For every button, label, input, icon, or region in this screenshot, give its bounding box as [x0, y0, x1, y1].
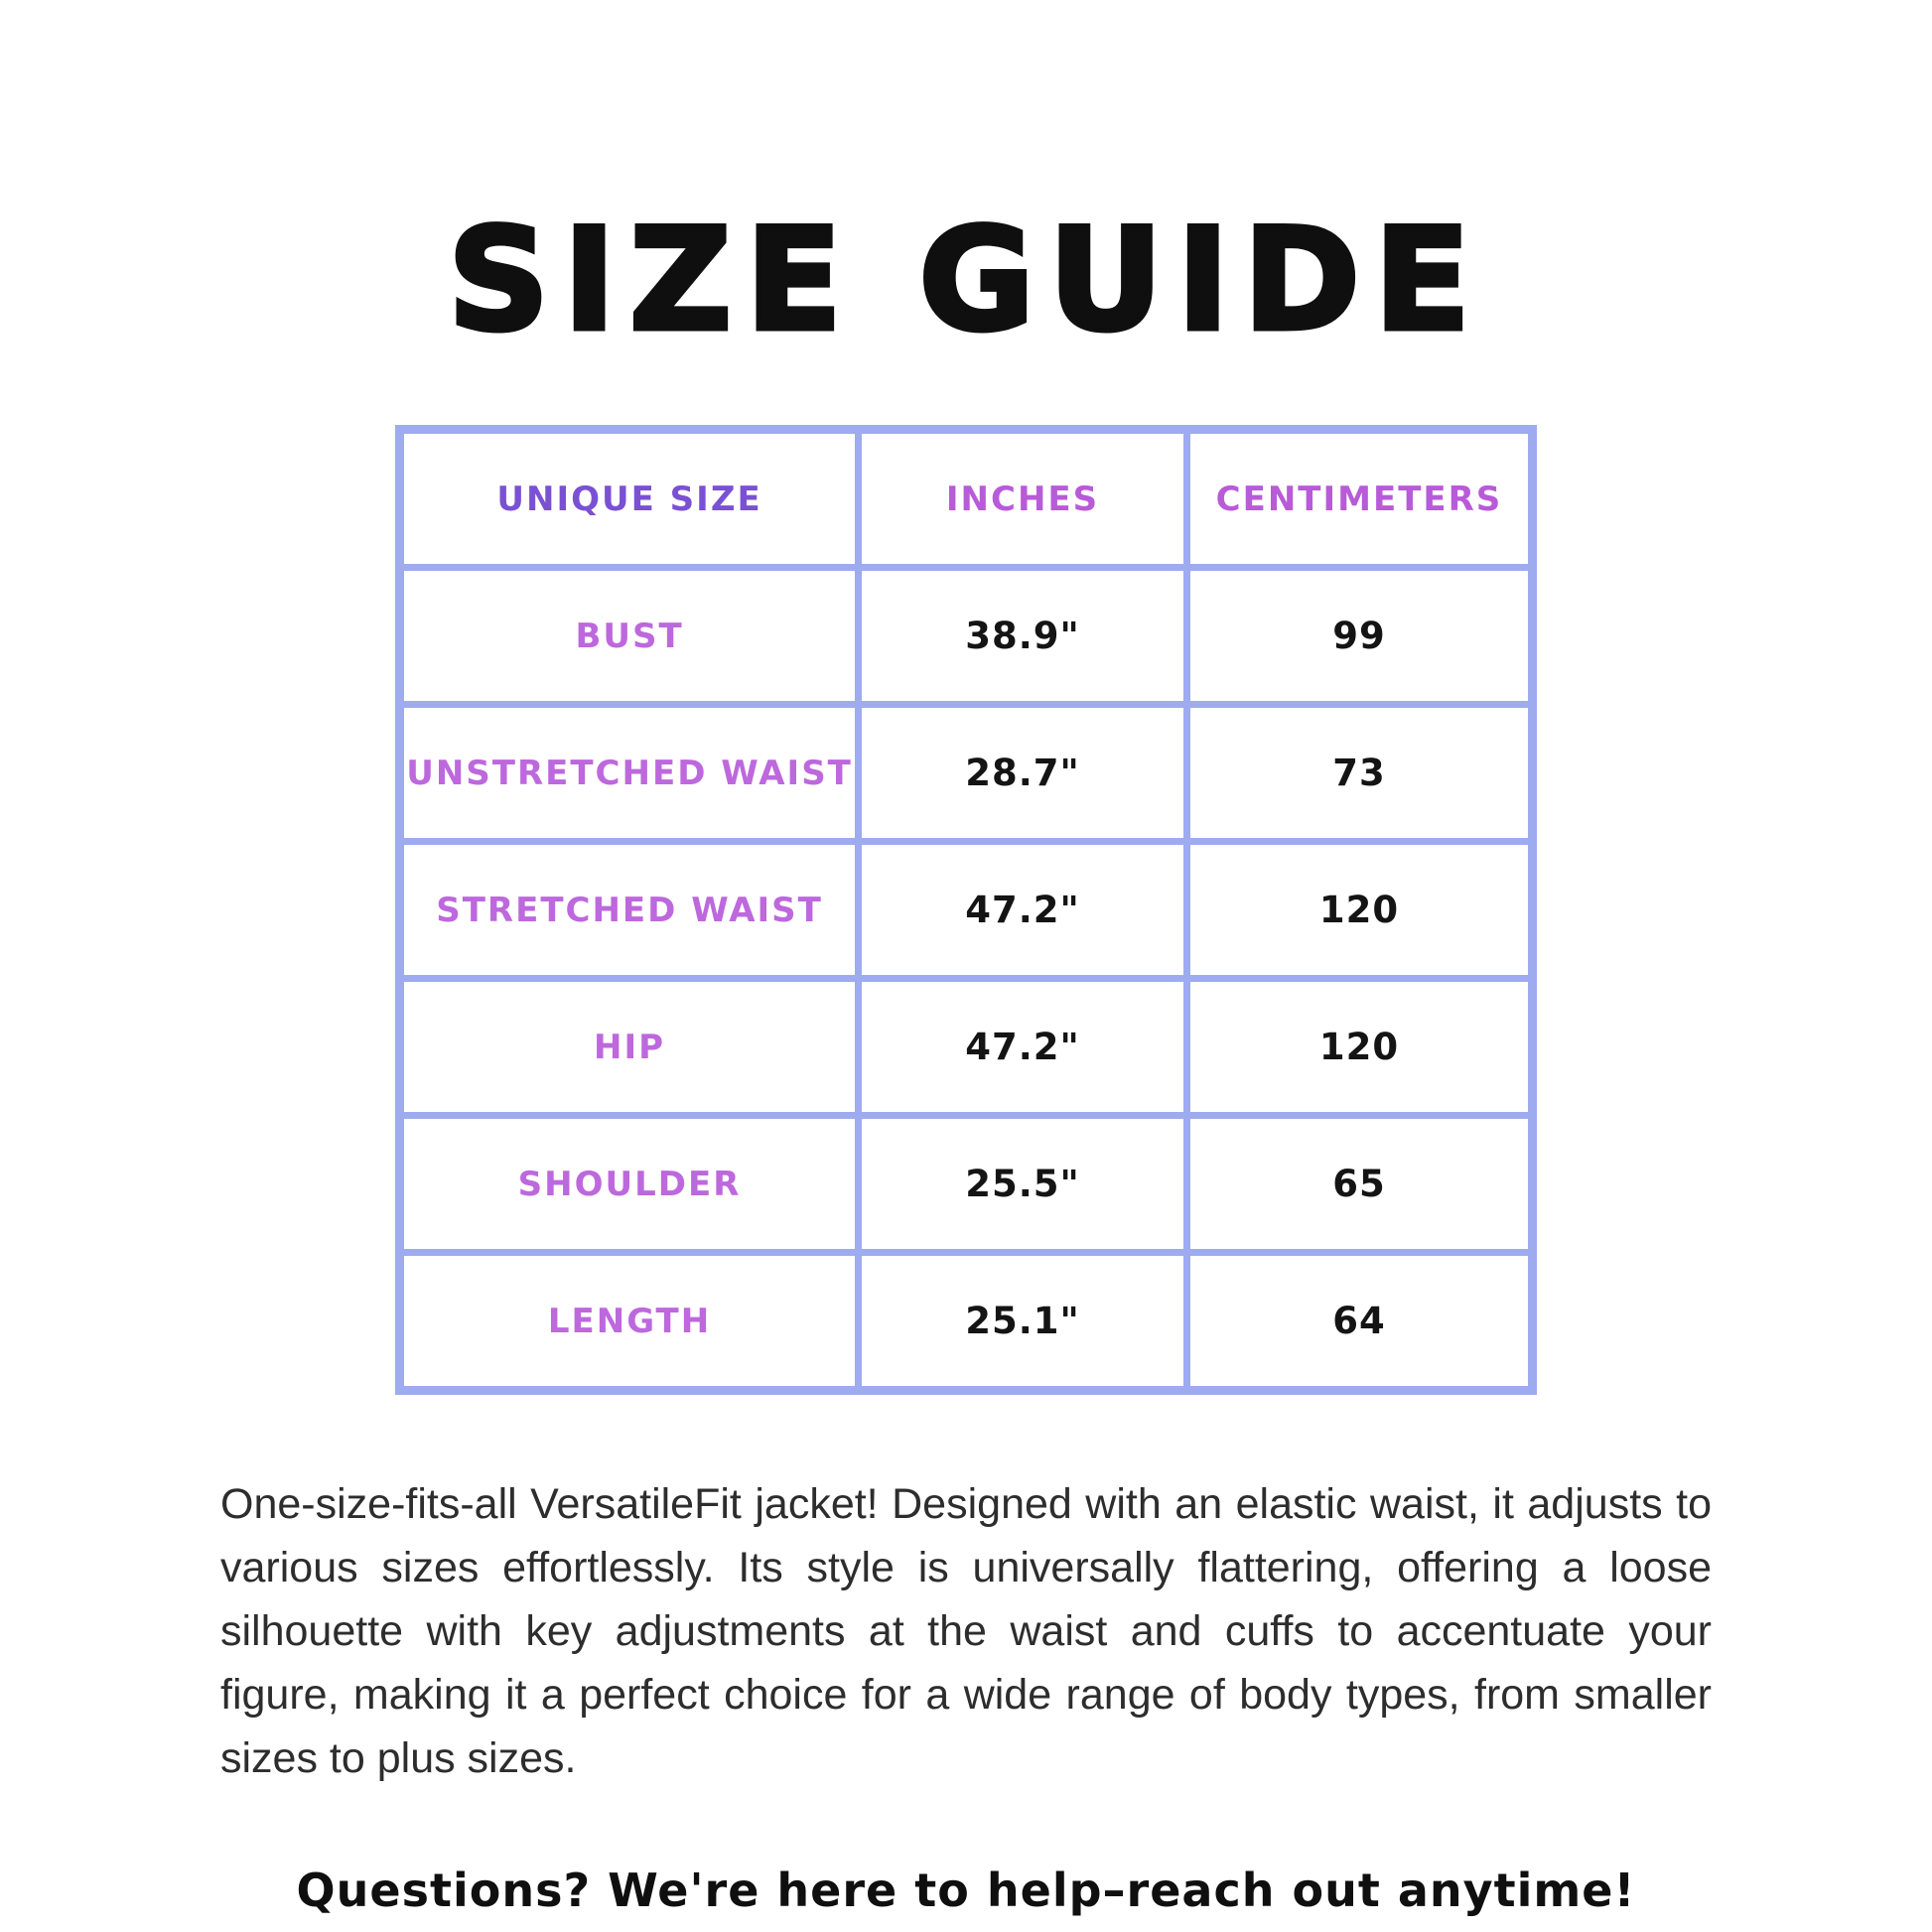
table-header-row: [400, 430, 1533, 568]
row-cm-value: 120: [1186, 979, 1532, 1116]
row-label: UNSTRETCHED WAIST: [400, 705, 859, 842]
table-row-length: [400, 1253, 1533, 1391]
size-table: [395, 425, 1537, 1395]
table-row-hip: [400, 979, 1533, 1116]
row-inches-value: 47.2": [859, 842, 1187, 979]
row-label: LENGTH: [400, 1253, 859, 1391]
row-cm-value: 120: [1186, 842, 1532, 979]
row-label: STRETCHED WAIST: [400, 842, 859, 979]
row-label: BUST: [400, 568, 859, 705]
row-cm-value: 73: [1186, 705, 1532, 842]
column-header-unique-size: UNIQUE SIZE: [400, 430, 859, 568]
footer-help-note: Questions? We're here to help–reach out anytime!: [296, 1863, 1636, 1917]
row-cm-value: 64: [1186, 1253, 1532, 1391]
product-description: One-size-fits-all VersatileFit jacket! Designed with an elastic waist, it adjusts to various sizes effortlessly. Its style is universally flattering, offering a loose silhouette with key adjustments at the waist and cuffs to accentuate your figure, making it a perfect choice for a wide range of body types, from smaller sizes to plus sizes.: [220, 1480, 1712, 1782]
row-inches-value: 47.2": [859, 979, 1187, 1116]
column-header-centimeters: CENTIMETERS: [1186, 430, 1532, 568]
row-inches-value: 25.1": [859, 1253, 1187, 1391]
row-cm-value: 65: [1186, 1116, 1532, 1253]
column-header-inches: INCHES: [859, 430, 1187, 568]
row-inches-value: 38.9": [859, 568, 1187, 705]
table-row-stretched-waist: [400, 842, 1533, 979]
table-row-shoulder: [400, 1116, 1533, 1253]
row-cm-value: 99: [1186, 568, 1532, 705]
row-inches-value: 28.7": [859, 705, 1187, 842]
row-label: HIP: [400, 979, 859, 1116]
page-title: SIZE GUIDE: [447, 199, 1485, 362]
table-row-unstretched-waist: [400, 705, 1533, 842]
table-row-bust: [400, 568, 1533, 705]
row-label: SHOULDER: [400, 1116, 859, 1253]
row-inches-value: 25.5": [859, 1116, 1187, 1253]
